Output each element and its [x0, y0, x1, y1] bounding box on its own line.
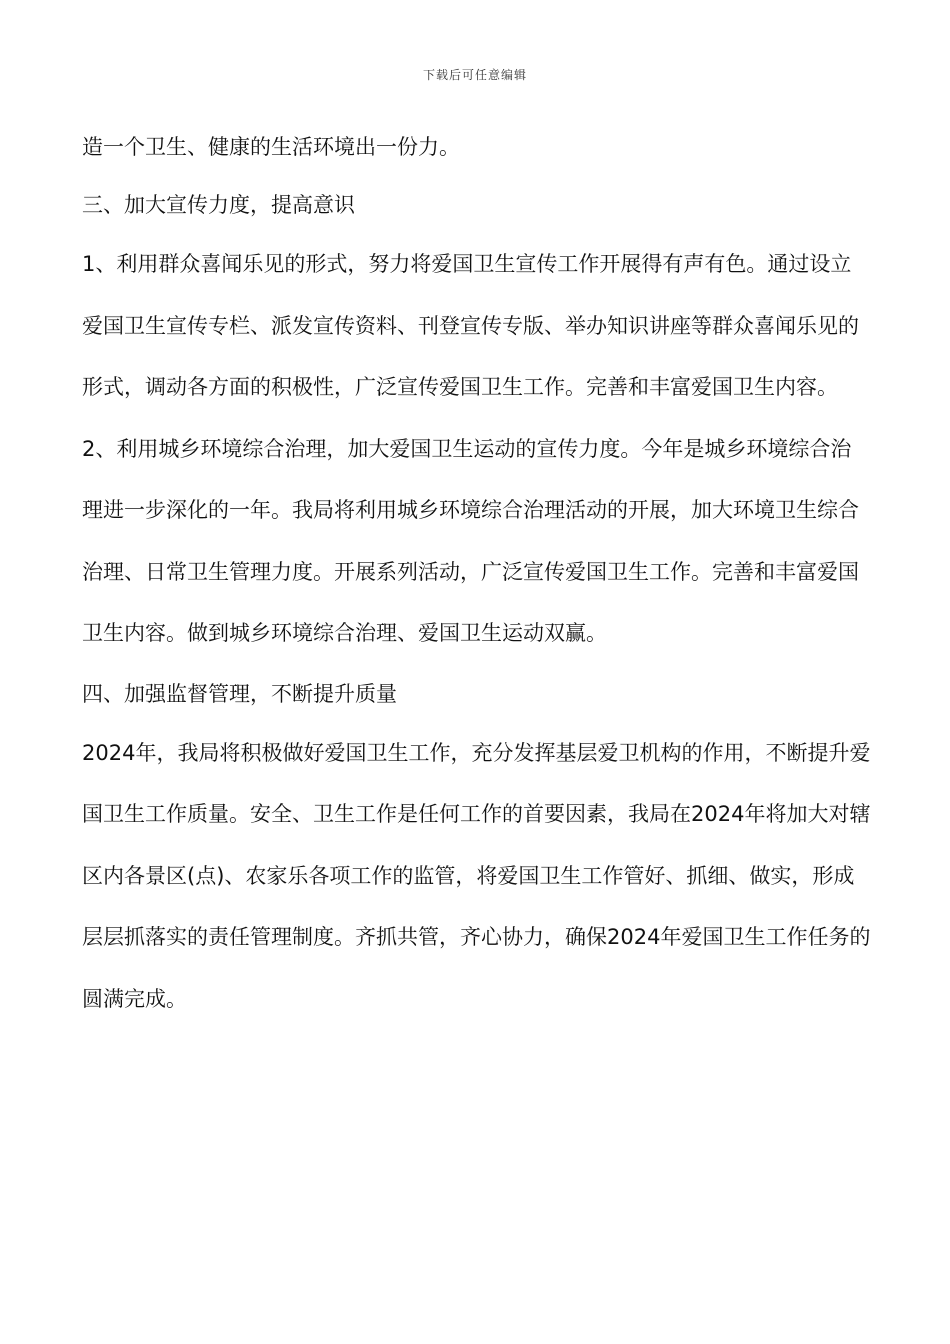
section-heading-4: 四、加强监督管理，不断提升质量	[82, 681, 397, 706]
document-body	[82, 118, 872, 1030]
paragraph-4-1: 2024年，我局将积极做好爱国卫生工作，充分发挥基层爱卫机构的作用，不断提升爱国卫生工作质量。安全、卫生工作是任何工作的首要因素，我局在2024年将加大对辖区内各景区(点)、农家乐各项工作的监管，将爱国卫生工作管好、抓细、做实，形成层层抓落实的责任管理制度。齐抓共管，齐心协力，确保2024年爱国卫生工作任务的圆满完成。	[82, 740, 871, 1011]
paragraph-continuation: 造一个卫生、健康的生活环境出一份力。	[82, 135, 460, 159]
paragraph-3-2: 2、利用城乡环境综合治理，加大爱国卫生运动的宣传力度。今年是城乡环境综合治理进一步深化的一年。我局将利用城乡环境综合治理活动的开展，加大环境卫生综合治理、日常卫生管理力度。开展系列活动，广泛宣传爱国卫生工作。完善和丰富爱国卫生内容。做到城乡环境综合治理、爱国卫生运动双赢。	[82, 436, 859, 645]
page-header-note: 下载后可任意编辑	[422, 68, 527, 82]
section-heading-3: 三、加大宣传力度，提高意识	[82, 193, 355, 217]
paragraph-3-1: 1、利用群众喜闻乐见的形式，努力将爱国卫生宣传工作开展得有声有色。通过设立爱国卫生宣传专栏、派发宣传资料、刊登宣传专版、举办知识讲座等群众喜闻乐见的形式，调动各方面的积极性，广泛宣传爱国卫生工作。完善和丰富爱国卫生内容。	[82, 252, 859, 399]
